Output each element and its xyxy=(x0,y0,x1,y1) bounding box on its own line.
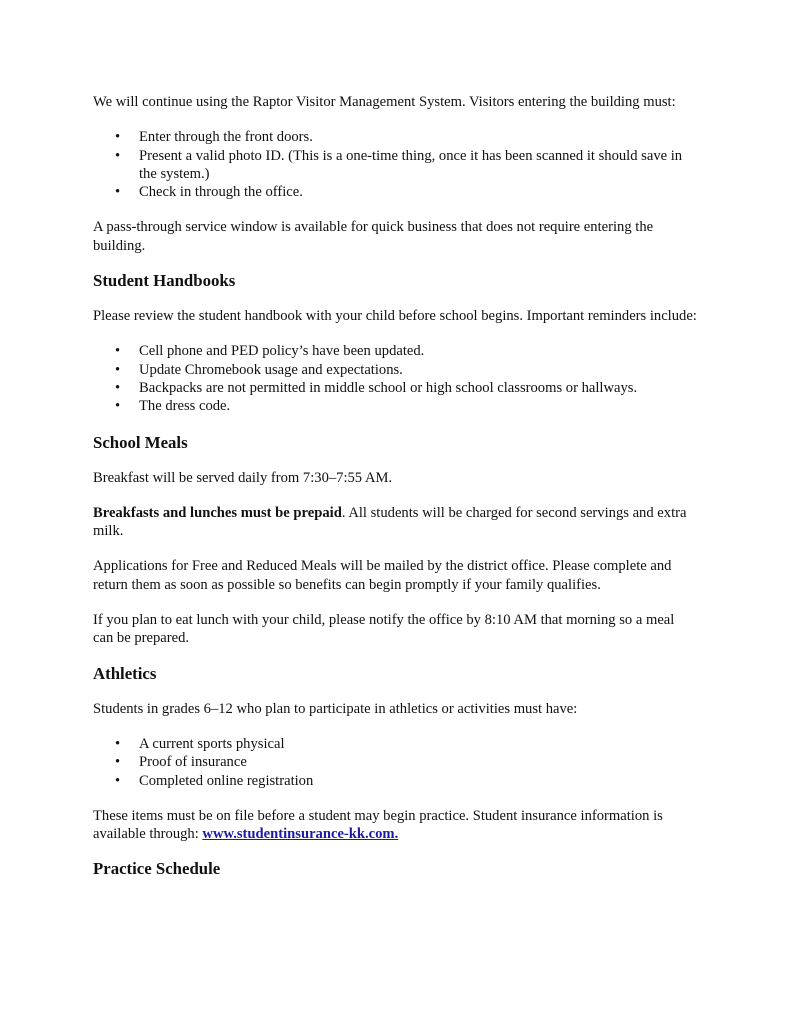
free-reduced-meals-note: Applications for Free and Reduced Meals will be mailed by the district office. Please complete and return them as soon as possible so benefits can begin promptly if your family qualifies. xyxy=(93,558,672,593)
list-item xyxy=(93,379,698,397)
heading-athletics: Athletics xyxy=(93,663,157,683)
list-item xyxy=(93,342,698,360)
bullet-icon: • xyxy=(115,361,121,378)
service-window-note: A pass-through service window is available for quick business that does not require entering the building. xyxy=(93,219,654,254)
insurance-note-text: These items must be on file before a student may begin practice. Student insurance information is available through: xyxy=(93,807,663,843)
list-item-text: Check in through the office. xyxy=(139,184,303,201)
insurance-note xyxy=(93,807,698,844)
athletics-intro: Students in grades 6–12 who plan to participate in athletics or activities must have: xyxy=(93,700,578,717)
breakfast-hours: Breakfast will be served daily from 7:30–7:55 AM. xyxy=(93,469,393,486)
list-item-text: Completed online registration xyxy=(139,772,314,789)
list-item-text: Proof of insurance xyxy=(139,754,247,771)
visitors-intro: We will continue using the Raptor Visitor Management System. Visitors entering the building must: xyxy=(93,94,676,110)
list-item xyxy=(93,753,698,771)
list-item-text: Update Chromebook usage and expectations. xyxy=(139,361,403,378)
prepaid-detail: . All students will be charged for second servings and extra milk. xyxy=(93,504,687,540)
bullet-icon: • xyxy=(115,398,121,415)
bullet-icon: • xyxy=(115,772,121,789)
list-item xyxy=(93,128,698,146)
heading-student-handbooks: Student Handbooks xyxy=(93,271,236,291)
handbook-reminders-list xyxy=(93,342,698,415)
document-page xyxy=(93,93,698,898)
lunch-visit-note: If you plan to eat lunch with your child, please notify the office by 8:10 AM that morning so a meal can be prepared. xyxy=(93,612,675,647)
heading-school-meals: School Meals xyxy=(93,432,188,452)
list-item xyxy=(93,772,698,790)
bullet-icon: • xyxy=(115,343,121,360)
bullet-icon: • xyxy=(115,379,121,396)
student-insurance-link[interactable]: www.studentinsurance-kk.com. xyxy=(202,826,399,843)
list-item-text: Cell phone and PED policy’s have been updated. xyxy=(139,343,425,360)
bullet-icon: • xyxy=(115,184,121,201)
list-item xyxy=(93,397,698,415)
list-item-text: Present a valid photo ID. (This is a one-time thing, once it has been scanned it should save in the system.) xyxy=(139,147,683,182)
bullet-icon: • xyxy=(115,129,121,146)
list-item-text: A current sports physical xyxy=(139,735,285,752)
list-item xyxy=(93,735,698,753)
bullet-icon: • xyxy=(115,754,121,771)
list-item-text: Enter through the front doors. xyxy=(139,129,313,146)
list-item-text: The dress code. xyxy=(139,398,231,415)
prepaid-notice xyxy=(93,504,698,541)
list-item-text: Backpacks are not permitted in middle school or high school classrooms or hallways. xyxy=(139,379,638,396)
prepaid-emphasis: Breakfasts and lunches must be prepaid xyxy=(93,504,342,521)
heading-practice-schedule: Practice Schedule xyxy=(93,859,221,879)
list-item xyxy=(93,147,698,184)
list-item xyxy=(93,183,698,201)
bullet-icon: • xyxy=(115,735,121,752)
bullet-icon: • xyxy=(115,147,121,164)
handbooks-intro: Please review the student handbook with your child before school begins. Important reminders include: xyxy=(93,308,697,325)
athletics-requirements-list xyxy=(93,735,698,790)
list-item xyxy=(93,361,698,379)
visitor-requirements-list xyxy=(93,128,698,201)
